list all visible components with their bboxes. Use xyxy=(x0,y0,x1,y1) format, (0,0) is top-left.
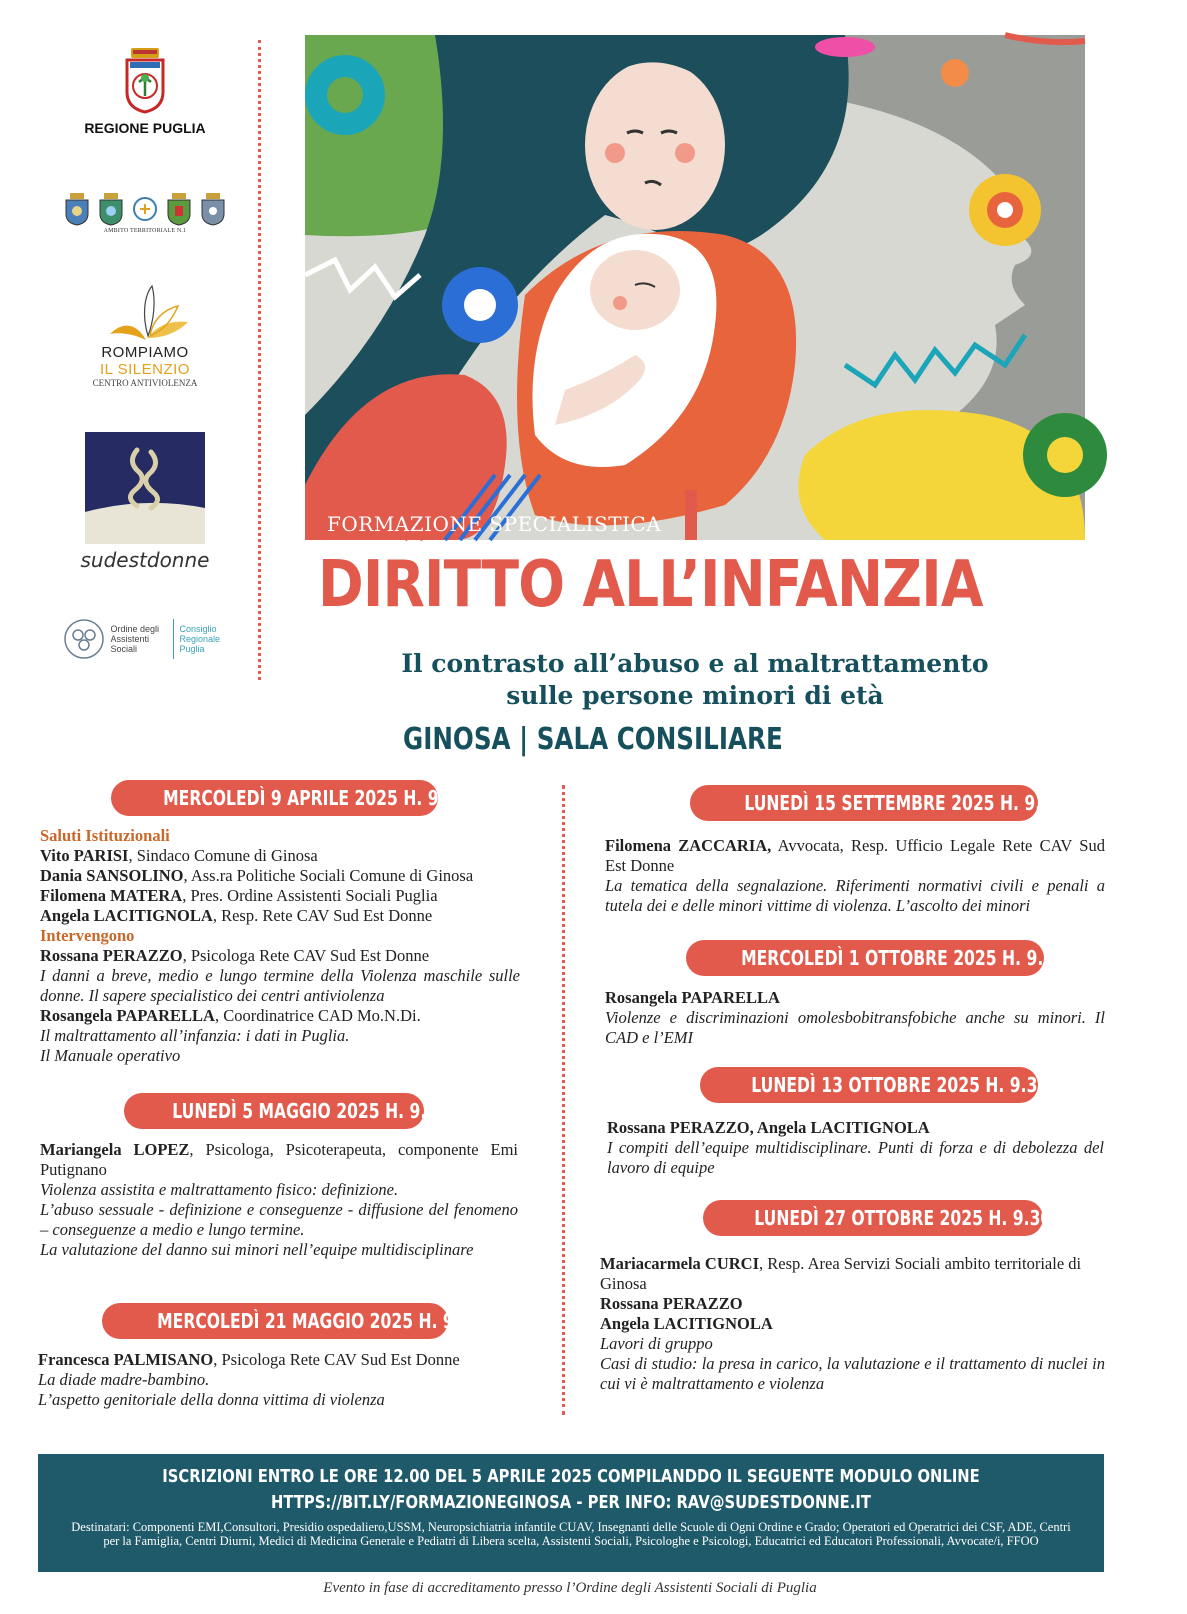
equipe-topic: I compiti dell’equipe multidisciplinare. Punti di forza e di debolezza del lavoro di equipe xyxy=(607,1138,1104,1177)
regione-puglia-label: REGIONE PUGLIA xyxy=(84,120,206,136)
sansolino-name: Dania SANSOLINO xyxy=(40,866,184,885)
session-2-date: LUNEDÌ 5 MAGGIO 2025 H. 9.30 - 13.30 xyxy=(172,1099,515,1123)
lacitignola-role: , Resp. Rete CAV Sud Est Donne xyxy=(212,906,433,925)
intervengono-heading: Intervengono xyxy=(40,926,135,945)
sudestdonne-logo xyxy=(40,432,250,572)
accreditamento-note: Evento in fase di accreditamento presso l’Ordine degli Assistenti Sociali di Puglia xyxy=(323,1580,817,1596)
palmisano-role: , Psicologa Rete CAV Sud Est Donne xyxy=(213,1350,460,1369)
saluti-heading: Saluti Istituzionali xyxy=(40,826,170,845)
lacitignola-3-name: Angela LACITIGNOLA xyxy=(600,1314,773,1333)
paparella-name: Rosangela PAPARELLA xyxy=(40,1006,215,1025)
matera-role: , Pres. Ordine Assistenti Sociali Puglia xyxy=(182,886,438,905)
parisi-role: , Sindaco Comune di Ginosa xyxy=(128,846,318,865)
palmisano-name: Francesca PALMISANO xyxy=(38,1350,214,1369)
session-2-details xyxy=(40,1140,518,1260)
comune-crest-1-icon xyxy=(64,192,90,226)
page-title: DIRITTO ALL’INFANZIA xyxy=(318,548,983,622)
session-7-details xyxy=(600,1254,1105,1394)
zaccaria-role: Avvocata, Resp. Ufficio Legale Rete CAV Sud Est Donne xyxy=(605,836,1105,875)
registration-band xyxy=(38,1454,1104,1572)
session-6-details xyxy=(607,1118,1104,1178)
comune-crest-3-icon xyxy=(132,192,158,226)
lopez-role: , Psicologa, Psicoterapeuta, componente Emi Putignano xyxy=(40,1140,518,1179)
perazzo-topic: I danni a breve, medio e lungo termine della Violenza maschile sulle donne. Il sapere specialistico dei centri antiviolenza xyxy=(40,966,520,1005)
zaccaria-name: Filomena ZACCARIA, xyxy=(605,836,772,855)
rompiamo-label-1: ROMPIAMO xyxy=(101,344,189,361)
sudestdonne-emblem-icon xyxy=(85,432,205,544)
session-4-details xyxy=(605,836,1105,916)
zaccaria-topic: La tematica della segnalazione. Riferimenti normativi civili e penali a tutela dei e delle minori vittime di violenza. L’ascolto dei minori xyxy=(605,876,1105,915)
rompiamo-il-silenzio-logo xyxy=(40,282,250,388)
sansolino-role: , Ass.ra Politiche Sociali Comune di Ginosa xyxy=(183,866,474,885)
session-3-details xyxy=(38,1350,538,1410)
session-7-date-badge xyxy=(703,1200,1118,1236)
paparella-role: , Coordinatrice CAD Mo.N.Di. xyxy=(214,1006,421,1025)
comune-crest-4-icon xyxy=(166,192,192,226)
logo-column xyxy=(40,40,250,700)
perazzo-name: Rossana PERAZZO xyxy=(40,946,183,965)
formazione-specialistica-label: FORMAZIONE SPECIALISTICA xyxy=(327,512,662,536)
session-5-date: MERCOLEDÌ 1 OTTOBRE 2025 H. 9.30 - 12.30 xyxy=(741,946,1132,970)
page-subtitle xyxy=(305,648,1085,712)
ordine-assistenti-sociali-logo xyxy=(40,618,250,660)
paparella-2-topic: Violenze e discriminazioni omolesbobitransfobiche anche su minori. Il CAD e l’EMI xyxy=(605,1008,1105,1047)
session-1-details xyxy=(40,826,520,1066)
session-6-date: LUNEDÌ 13 OTTOBRE 2025 H. 9.30 - 12.30 xyxy=(751,1073,1115,1097)
paparella-topic-2: Il Manuale operativo xyxy=(40,1046,181,1065)
comuni-crests xyxy=(40,192,250,234)
palmisano-topic-1: La diade madre-bambino. xyxy=(38,1370,210,1389)
regione-puglia-crest-icon xyxy=(123,46,167,114)
left-dotted-divider xyxy=(258,40,261,680)
lopez-topic-2: L’abuso sessuale - definizione e conseguenze - diffusione del fenomeno – conseguenze a medio e lungo termine. xyxy=(40,1200,518,1239)
session-7-date: LUNEDÌ 27 OTTOBRE 2025 H. 9.30 - 12.30 xyxy=(754,1206,1118,1230)
lacitignola-name: Angela LACITIGNOLA xyxy=(40,906,213,925)
perazzo-lacitignola-names: Rossana PERAZZO, Angela LACITIGNOLA xyxy=(607,1118,930,1137)
curci-name: Mariacarmela CURCI xyxy=(600,1254,759,1273)
registration-deadline: ISCRIZIONI ENTRO LE ORE 12.00 DEL 5 APRILE 2025 COMPILANDDO IL SEGUENTE MODULO ONLINE xyxy=(162,1466,980,1487)
session-6-date-badge xyxy=(700,1067,1115,1103)
subtitle-line-1: Il contrasto all’abuso e al maltrattamento xyxy=(401,649,989,678)
venue-label: GINOSA | SALA CONSILIARE xyxy=(403,722,783,757)
matera-name: Filomena MATERA xyxy=(40,886,183,905)
lopez-topic-3: La valutazione del danno sui minori nell’equipe multidisciplinare xyxy=(40,1240,474,1259)
paparella-topic-1: Il maltrattamento all’infanzia: i dati in Puglia. xyxy=(40,1026,350,1045)
ordine-seal-icon xyxy=(63,618,105,660)
mother-and-child-illustration-icon xyxy=(305,35,1085,540)
comune-crest-5-icon xyxy=(200,192,226,226)
hero-illustration xyxy=(305,35,1085,540)
center-dotted-divider xyxy=(562,785,565,1415)
session-5-details xyxy=(605,988,1105,1048)
lopez-topic-1: Violenza assistita e maltrattamento fisico: definizione. xyxy=(40,1180,399,1199)
regione-puglia-logo xyxy=(40,46,250,136)
session-3-date: MERCOLEDÌ 21 MAGGIO 2025 H. 9.30 - 13.30 xyxy=(157,1309,549,1333)
ambito-label: AMBITO TERRITORIALE N.1 xyxy=(103,228,187,234)
rompiamo-label-2: IL SILENZIO xyxy=(100,361,190,378)
perazzo-3-name: Rossana PERAZZO xyxy=(600,1294,743,1313)
session-2-date-badge xyxy=(124,1093,515,1129)
curci-role: , Resp. Area Servizi Sociali ambito territoriale di Ginosa xyxy=(600,1254,1082,1293)
comune-crest-2-icon xyxy=(98,192,124,226)
parisi-name: Vito PARISI xyxy=(40,846,129,865)
lopez-name: Mariangela LOPEZ xyxy=(40,1140,190,1159)
consiglio-label: Consiglio Regionale Puglia xyxy=(179,624,221,654)
subtitle-line-2: sulle persone minori di età xyxy=(506,681,884,710)
perazzo-role: , Psicologa Rete CAV Sud Est Donne xyxy=(182,946,430,965)
casi-studio-topic: Casi di studio: la presa in carico, la valutazione e il trattamento di nuclei in cui vi è maltrattamento e violenza xyxy=(600,1354,1105,1393)
session-1-date: MERCOLEDÌ 9 APRILE 2025 H. 9.30 - 13.30 xyxy=(163,786,533,810)
session-5-date-badge xyxy=(686,940,1132,976)
rompiamo-label-3: CENTRO ANTIVIOLENZA xyxy=(92,378,198,388)
paparella-2-name: Rosangela PAPARELLA xyxy=(605,988,780,1007)
sudestdonne-label: sudestdonne xyxy=(80,548,210,572)
butterfly-icon xyxy=(90,282,200,344)
registration-link[interactable]: HTTPS://BIT.LY/FORMAZIONEGINOSA - PER INFO: RAV@SUDESTDONNE.IT xyxy=(271,1492,871,1513)
palmisano-topic-2: L’aspetto genitoriale della donna vittima di violenza xyxy=(38,1390,385,1409)
session-3-date-badge xyxy=(102,1303,549,1339)
ordine-label: Ordine degli Assistenti Sociali xyxy=(110,624,160,654)
session-1-date-badge xyxy=(111,780,533,816)
session-4-date-badge xyxy=(690,785,1130,821)
session-4-date: LUNEDÌ 15 SETTEMBRE 2025 H. 9.30 - 13.30 xyxy=(744,791,1130,815)
lavori-topic: Lavori di gruppo xyxy=(600,1334,713,1353)
destinatari-text: Destinatari: Componenti EMI,Consultori, Presidio ospedaliero,USSM, Neuropsichiatria infantile CUAV, Insegnanti delle Scuole di Ogni Ordine e Grado; Operatori ed Operatrici dei CSF, ADE, Centri per la Famiglia, Centri Diurni, Medici di Medicina Generale e Pediatri di Libera scelta, Assistenti Sociali, Psicologhe e Psicologi, Educatrici ed Educatori Professionali, Avvocate/i, FFOO xyxy=(71,1520,1071,1548)
